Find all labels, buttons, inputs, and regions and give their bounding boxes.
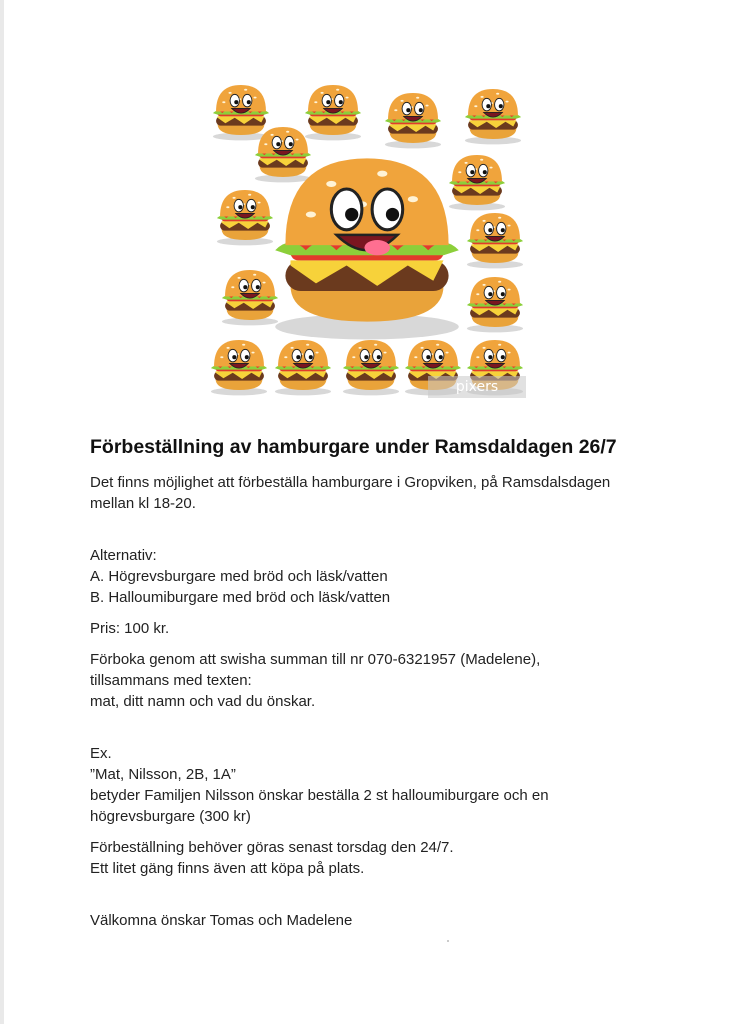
alternative-item: B. Halloumiburgare med bröd och läsk/vatten bbox=[90, 589, 391, 606]
example-explanation: betyder Familjen Nilsson önskar beställa 2 st halloumiburgare och en bbox=[90, 787, 549, 804]
page-title: Förbeställning av hamburgare under Ramsdaldagen 26/7 bbox=[90, 436, 617, 458]
price-line bbox=[90, 618, 690, 639]
burger-icon bbox=[449, 155, 505, 210]
burger-icon bbox=[305, 85, 361, 140]
intro-line: mellan kl 18-20. bbox=[90, 495, 196, 512]
closing-text: Välkomna önskar Tomas och Madelene bbox=[90, 912, 353, 929]
closing-paragraph bbox=[90, 910, 690, 931]
burger-icon bbox=[385, 93, 441, 148]
burger-icon bbox=[222, 270, 278, 325]
burger-icon bbox=[275, 158, 459, 339]
booking-line: Förboka genom att swisha summan till nr 070-6321957 (Madelene), bbox=[90, 651, 541, 668]
burger-faces-icon bbox=[205, 80, 530, 400]
example-explanation: högrevsburgare (300 kr) bbox=[90, 808, 251, 825]
burger-icon bbox=[465, 89, 521, 144]
alternatives-block bbox=[90, 545, 690, 608]
deadline-line: Ett litet gäng finns även att köpa på plats. bbox=[90, 860, 365, 877]
booking-paragraph bbox=[90, 649, 690, 712]
booking-line: tillsammans med texten: bbox=[90, 672, 252, 689]
burger-icon bbox=[217, 190, 273, 245]
deadline-line: Förbeställning behöver göras senast torsdag den 24/7. bbox=[90, 839, 454, 856]
intro-line: Det finns möjlighet att förbeställa hamburgare i Gropviken, på Ramsdalsdagen bbox=[90, 474, 611, 491]
burger-icon bbox=[275, 340, 331, 395]
burger-illustration bbox=[205, 80, 530, 400]
alternative-item: A. Högrevsburgare med bröd och läsk/vatten bbox=[90, 568, 388, 585]
burger-icon bbox=[467, 213, 523, 268]
watermark: pixers bbox=[428, 376, 526, 398]
example-label: Ex. bbox=[90, 745, 112, 762]
alternatives-label: Alternativ: bbox=[90, 547, 157, 564]
page-edge bbox=[0, 0, 4, 1024]
burger-icon bbox=[213, 85, 269, 140]
document-body bbox=[90, 472, 690, 941]
deadline-paragraph bbox=[90, 837, 690, 879]
burger-icon bbox=[343, 340, 399, 395]
example-block bbox=[90, 743, 690, 827]
price-text: Pris: 100 kr. bbox=[90, 620, 170, 637]
booking-line: mat, ditt namn och vad du önskar. bbox=[90, 693, 316, 710]
burger-icon bbox=[467, 277, 523, 332]
example-code: ”Mat, Nilsson, 2B, 1A” bbox=[90, 766, 236, 783]
burger-icon bbox=[211, 340, 267, 395]
intro-paragraph bbox=[90, 472, 690, 514]
stray-dot bbox=[447, 940, 449, 942]
burger-icon bbox=[255, 127, 311, 182]
